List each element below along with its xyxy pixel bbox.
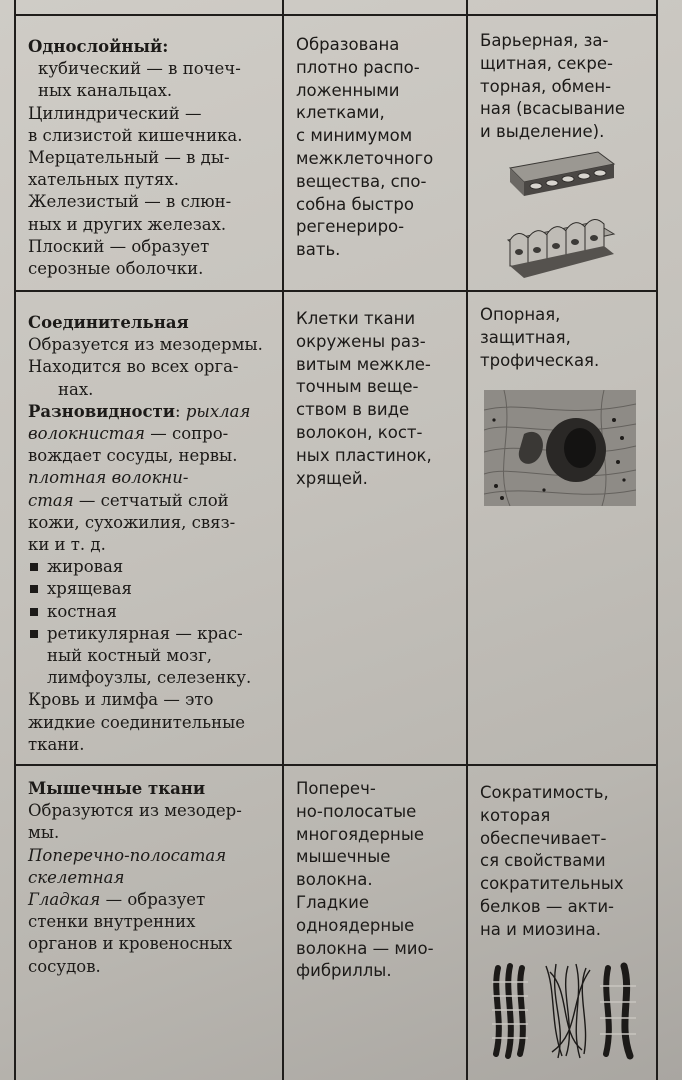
text-line: стенки внутренних bbox=[28, 912, 196, 932]
striated-term-cont: скелетная bbox=[28, 867, 125, 887]
row2-col2-structure bbox=[296, 308, 462, 490]
list-item bbox=[28, 601, 280, 623]
list-item bbox=[28, 556, 280, 578]
text-line: фибриллы. bbox=[296, 961, 392, 981]
text-line: плотно распо- bbox=[296, 57, 420, 77]
text-line: хательных путях. bbox=[28, 170, 179, 190]
text-line: ный костный мозг, bbox=[47, 646, 213, 666]
text-line: хрящей. bbox=[296, 468, 368, 488]
text-line: которая bbox=[480, 805, 551, 825]
dense-tissue-term: плотная волокни- bbox=[28, 468, 189, 488]
bullet-icon bbox=[30, 630, 38, 638]
row2-col1-description bbox=[28, 312, 280, 756]
text-line: ных канальцах. bbox=[38, 81, 173, 101]
tissue-title-connective: Соединительная bbox=[28, 313, 189, 332]
smooth-term: Гладкая bbox=[28, 890, 101, 910]
text-line: ством в виде bbox=[296, 400, 410, 420]
text-line: обеспечивает- bbox=[480, 828, 607, 848]
text-line: мышечные bbox=[296, 847, 391, 867]
text-line: с минимумом bbox=[296, 126, 413, 146]
text-line: серозные оболочки. bbox=[28, 259, 204, 279]
varieties-label: Разновидности bbox=[28, 401, 176, 421]
text-line: нах. bbox=[58, 379, 94, 399]
bullet-icon bbox=[30, 608, 38, 616]
text-line: Цилиндрический — bbox=[28, 103, 202, 123]
text-line bbox=[28, 889, 280, 911]
epithelium-type-single: Однослойный: bbox=[28, 37, 169, 56]
row1-col1-description bbox=[28, 36, 278, 280]
bullet-icon bbox=[30, 563, 38, 571]
text-line: Образуется из мезодермы. bbox=[28, 335, 263, 355]
text-line: защитная, bbox=[480, 327, 571, 347]
text-line: Образована bbox=[296, 35, 400, 54]
text-line: Опорная, bbox=[480, 305, 561, 324]
text-line: одноядерные bbox=[296, 915, 415, 935]
smooth-text: — образует bbox=[100, 890, 206, 910]
column-divider-1 bbox=[282, 0, 284, 1080]
text-line: лимфоузлы, селезенку. bbox=[47, 668, 252, 688]
text-line: вещества, спо- bbox=[296, 171, 427, 191]
row1-col2-structure bbox=[296, 34, 462, 262]
text-line: межклеточного bbox=[296, 148, 434, 168]
list-item bbox=[28, 578, 280, 600]
text-line: ных и других железах. bbox=[28, 214, 227, 234]
row3-col1-description bbox=[28, 778, 280, 978]
text-line: мы. bbox=[28, 823, 60, 843]
tissue-title-muscle: Мышечные ткани bbox=[28, 779, 206, 798]
text-line: щитная, секре- bbox=[480, 53, 613, 73]
connective-tissue-illustration bbox=[484, 390, 636, 506]
loose-tissue-term: рыхлая bbox=[185, 401, 251, 421]
text-line: Барьерная, за- bbox=[480, 31, 609, 50]
text-line: жидкие соединительные bbox=[28, 712, 245, 732]
text-line: ся свойствами bbox=[480, 851, 606, 871]
text-line: Железистый — в слюн- bbox=[28, 192, 232, 212]
text-line: кубический — в почеч- bbox=[38, 59, 241, 79]
text-line: белков — акти- bbox=[480, 896, 615, 916]
text-line: в слизистой кишечника. bbox=[28, 125, 243, 145]
list-item bbox=[28, 623, 280, 645]
text-line: и выделение). bbox=[480, 122, 605, 142]
text-line: вождает сосуды, нервы. bbox=[28, 446, 238, 466]
text-line: ложенными bbox=[296, 80, 400, 100]
bullet-icon bbox=[30, 585, 38, 593]
text-line: Попереч- bbox=[296, 779, 376, 798]
text-line: витым межкле- bbox=[296, 354, 431, 374]
text-line: ткани. bbox=[28, 734, 85, 754]
text-line: многоядерные bbox=[296, 824, 425, 844]
text-line: трофическая. bbox=[480, 350, 600, 370]
column-divider-2 bbox=[466, 0, 468, 1080]
text-line: волокна — мио- bbox=[296, 938, 434, 958]
row2-col3-functions bbox=[480, 304, 652, 372]
text-line: клетками, bbox=[296, 103, 385, 123]
dense-tissue-term-cont: стая bbox=[28, 490, 74, 510]
text-line: Находится во всех орга- bbox=[28, 357, 239, 377]
text-line: волокна. bbox=[296, 870, 373, 890]
text-line bbox=[28, 490, 280, 512]
striated-term: Поперечно-полосатая bbox=[28, 845, 227, 865]
text-line: Плоский — образует bbox=[28, 236, 210, 256]
text-line: но-полосатые bbox=[296, 801, 417, 821]
text-line: собна быстро bbox=[296, 194, 414, 214]
text-line bbox=[28, 401, 280, 423]
text-line: Сократимость, bbox=[480, 783, 609, 802]
table-right-border bbox=[656, 0, 658, 1080]
text-line: на и миозина. bbox=[480, 919, 602, 939]
text-line: точным веще- bbox=[296, 377, 419, 397]
text-line: сосудов. bbox=[28, 956, 101, 976]
loose-tissue-text: — сопро- bbox=[144, 424, 229, 444]
text-line: органов и кровеносных bbox=[28, 934, 233, 954]
row3-col3-functions bbox=[480, 782, 654, 942]
text-line: ки и т. д. bbox=[28, 535, 106, 555]
muscle-tissue-illustration bbox=[490, 962, 642, 1060]
text-line: сократительных bbox=[480, 874, 624, 894]
text-line: кожи, сухожилия, связ- bbox=[28, 512, 236, 532]
text-line bbox=[28, 423, 280, 445]
text-line: окружены раз- bbox=[296, 331, 426, 351]
dense-tissue-text: — сетчатый слой bbox=[73, 490, 229, 510]
text-line: Клетки ткани bbox=[296, 309, 416, 328]
varieties-colon: : bbox=[175, 401, 181, 421]
text-line: Кровь и лимфа — это bbox=[28, 690, 214, 710]
text-line: ная (всасывание bbox=[480, 99, 626, 119]
text-line: вать. bbox=[296, 240, 341, 260]
bullet-text: костная bbox=[47, 601, 117, 621]
table-top-border bbox=[14, 14, 658, 16]
row1-col3-functions bbox=[480, 30, 652, 144]
table-left-border bbox=[14, 0, 16, 1080]
bullet-text: ретикулярная — крас- bbox=[47, 623, 243, 643]
loose-tissue-term-cont: волокнистая bbox=[28, 424, 145, 444]
text-line: Мерцательный — в ды- bbox=[28, 148, 230, 168]
row-divider-2 bbox=[14, 764, 658, 766]
text-line: ных пластинок, bbox=[296, 445, 432, 465]
epithelium-illustration bbox=[502, 148, 618, 284]
text-line: торная, обмен- bbox=[480, 76, 612, 96]
row3-col2-structure bbox=[296, 778, 462, 983]
row-divider-1 bbox=[14, 290, 658, 292]
text-line: Гладкие bbox=[296, 892, 369, 912]
bullet-text: жировая bbox=[47, 557, 124, 577]
text-line: Образуются из мезодер- bbox=[28, 801, 242, 821]
text-line: волокон, кост- bbox=[296, 422, 423, 442]
text-line: регенериро- bbox=[296, 217, 405, 237]
bullet-text: хрящевая bbox=[47, 579, 132, 599]
